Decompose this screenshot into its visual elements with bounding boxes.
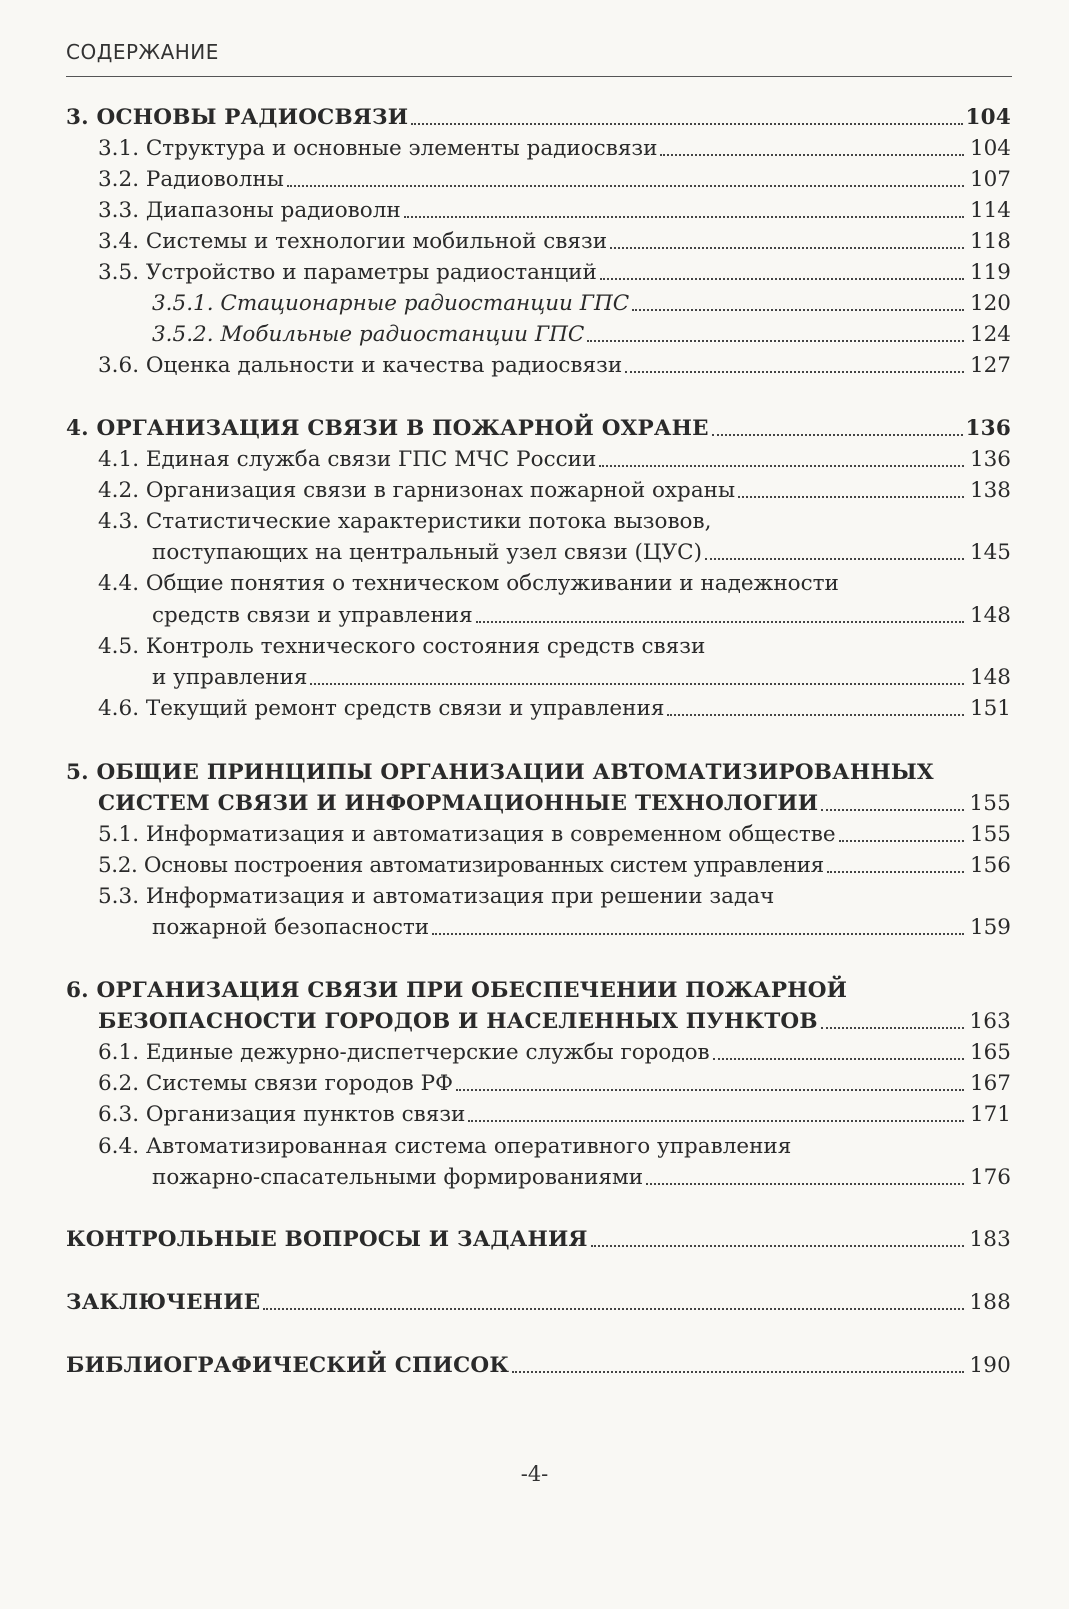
toc-entry-5-1[interactable]: 5.1. Информатизация и автоматизация в современном обществе 155	[98, 819, 1011, 850]
toc-entry-chapter-5-line2[interactable]: СИСТЕМ СВЯЗИ И ИНФОРМАЦИОННЫЕ ТЕХНОЛОГИИ 155	[98, 788, 1011, 819]
page-ref: 188	[969, 1290, 1011, 1315]
page-ref: 165	[969, 1040, 1011, 1065]
page-ref: 120	[969, 291, 1011, 316]
page-ref: 136	[965, 416, 1011, 441]
page-ref: 118	[969, 229, 1011, 254]
toc-entry-4-4-line1[interactable]: 4.4. Общие понятия о техническом обслуживании и надежности	[98, 571, 839, 596]
page-ref: 148	[969, 603, 1011, 628]
page-ref: 151	[969, 696, 1011, 721]
toc-entry-6-2[interactable]: 6.2. Системы связи городов РФ 167	[98, 1068, 1011, 1099]
toc-entry-3-2[interactable]: 3.2. Радиоволны 107	[98, 164, 1011, 195]
page-ref: 138	[969, 478, 1011, 503]
toc-entry-5-3-line1[interactable]: 5.3. Информатизация и автоматизация при решении задач	[98, 884, 775, 909]
page-ref: 114	[969, 198, 1011, 223]
page-ref: 124	[969, 322, 1011, 347]
toc-entry-4-1[interactable]: 4.1. Единая служба связи ГПС МЧС России 136	[98, 444, 1011, 475]
toc-entry-4-3-line2[interactable]: поступающих на центральный узел связи (ЦУС) 145	[152, 537, 1011, 568]
toc-entry-4-4-line2[interactable]: средств связи и управления 148	[152, 600, 1011, 631]
page-ref: 119	[969, 260, 1011, 285]
page-ref: 127	[969, 353, 1011, 378]
page-ref: 145	[969, 540, 1011, 565]
page-ref: 104	[965, 105, 1011, 130]
page-ref: 163	[969, 1009, 1011, 1034]
page-ref: 104	[969, 136, 1011, 161]
page-number: -4-	[520, 1462, 549, 1486]
toc-entry-chapter-6-line1[interactable]: 6. ОРГАНИЗАЦИЯ СВЯЗИ ПРИ ОБЕСПЕЧЕНИИ ПОЖАРНОЙ	[66, 978, 848, 1003]
page-ref: 107	[969, 167, 1011, 192]
page-ref: 159	[969, 915, 1011, 940]
toc-entry-6-4-line1[interactable]: 6.4. Автоматизированная система оперативного управления	[98, 1134, 792, 1159]
toc-entry-6-3[interactable]: 6.3. Организация пунктов связи 171	[98, 1099, 1011, 1130]
toc-entry-bibliography[interactable]: БИБЛИОГРАФИЧЕСКИЙ СПИСОК 190	[66, 1350, 1011, 1381]
page-ref: 183	[969, 1227, 1011, 1252]
toc-entry-3-5[interactable]: 3.5. Устройство и параметры радиостанций 119	[98, 257, 1011, 288]
toc-entry-6-4-line2[interactable]: пожарно-спасательными формированиями 176	[152, 1162, 1011, 1193]
toc-entry-3-1[interactable]: 3.1. Структура и основные элементы радиосвязи 104	[98, 133, 1011, 164]
toc-entry-review-questions[interactable]: КОНТРОЛЬНЫЕ ВОПРОСЫ И ЗАДАНИЯ 183	[66, 1224, 1011, 1255]
toc-entry-4-6[interactable]: 4.6. Текущий ремонт средств связи и управления 151	[98, 693, 1011, 724]
toc-entry-6-1[interactable]: 6.1. Единые дежурно-диспетчерские службы городов 165	[98, 1037, 1011, 1068]
toc-entry-3-6[interactable]: 3.6. Оценка дальности и качества радиосвязи 127	[98, 350, 1011, 381]
page-ref: 171	[969, 1102, 1011, 1127]
toc-entry-5-3-line2[interactable]: пожарной безопасности 159	[152, 912, 1011, 943]
page-ref: 167	[969, 1071, 1011, 1096]
toc-entry-5-2[interactable]: 5.2. Основы построения автоматизированных систем управления 156	[98, 850, 1011, 881]
toc-entry-chapter-5-line1[interactable]: 5. ОБЩИЕ ПРИНЦИПЫ ОРГАНИЗАЦИИ АВТОМАТИЗИРОВАННЫХ	[66, 760, 934, 785]
toc-entry-4-5-line2[interactable]: и управления 148	[152, 662, 1011, 693]
header-title: СОДЕРЖАНИЕ	[66, 40, 219, 64]
page-ref: 156	[969, 853, 1011, 878]
running-header	[66, 38, 1012, 77]
toc-entry-3-4[interactable]: 3.4. Системы и технологии мобильной связи 118	[98, 226, 1011, 257]
page-ref: 155	[969, 791, 1011, 816]
page-ref: 155	[969, 822, 1011, 847]
toc-entry-chapter-4[interactable]: 4. ОРГАНИЗАЦИЯ СВЯЗИ В ПОЖАРНОЙ ОХРАНЕ 136	[66, 413, 1011, 444]
page-ref: 176	[969, 1165, 1011, 1190]
toc-entry-3-5-1[interactable]: 3.5.1. Стационарные радиостанции ГПС 120	[152, 288, 1011, 319]
page-ref: 136	[969, 447, 1011, 472]
page-ref: 148	[969, 665, 1011, 690]
page-ref: 190	[969, 1353, 1011, 1378]
toc-entry-chapter-3[interactable]: 3. ОСНОВЫ РАДИОСВЯЗИ 104	[66, 102, 1011, 133]
toc-entry-conclusion[interactable]: ЗАКЛЮЧЕНИЕ 188	[66, 1287, 1011, 1318]
toc-entry-3-5-2[interactable]: 3.5.2. Мобильные радиостанции ГПС 124	[152, 319, 1011, 350]
toc-entry-4-2[interactable]: 4.2. Организация связи в гарнизонах пожарной охраны 138	[98, 475, 1011, 506]
toc-entry-4-3-line1[interactable]: 4.3. Статистические характеристики потока вызовов,	[98, 509, 712, 534]
toc-entry-chapter-6-line2[interactable]: БЕЗОПАСНОСТИ ГОРОДОВ И НАСЕЛЕННЫХ ПУНКТОВ 163	[98, 1006, 1011, 1037]
toc-entry-4-5-line1[interactable]: 4.5. Контроль технического состояния средств связи	[98, 634, 706, 659]
toc-entry-3-3[interactable]: 3.3. Диапазоны радиоволн 114	[98, 195, 1011, 226]
